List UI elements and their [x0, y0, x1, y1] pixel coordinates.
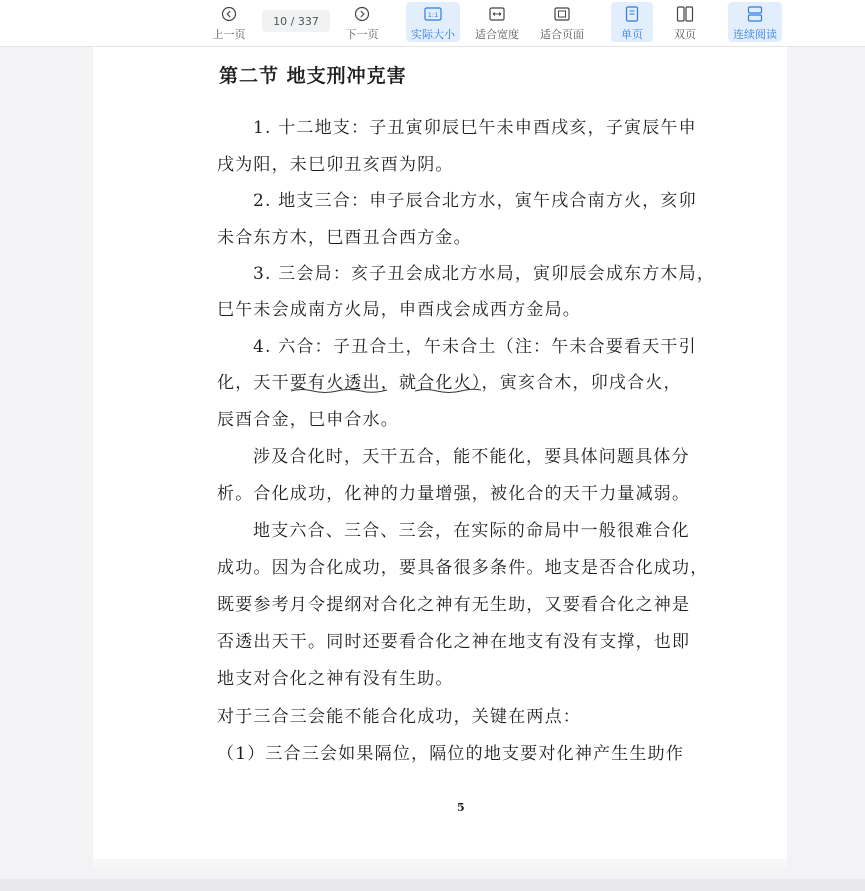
- fit-page-icon: [554, 5, 570, 23]
- text-line: 巳午未会成南方火局，申酉戌会成西方金局。: [217, 300, 581, 320]
- actual-size-button[interactable]: [406, 2, 460, 42]
- page-indicator[interactable]: 10 / 337: [262, 10, 330, 32]
- text-line: 2. 地支三合：申子辰合北方水，寅午戌合南方火，亥卯: [253, 191, 697, 211]
- document-page: [93, 47, 787, 859]
- toolbar: [0, 0, 865, 47]
- text-line: 地支对合化之神有没有生助。: [217, 669, 454, 689]
- text-line: 4. 六合：子丑合土，午未合土（注：午未合要看天干引: [253, 337, 697, 357]
- double-page-label: 双页: [674, 28, 696, 41]
- chevron-left-circle-icon: [221, 5, 237, 23]
- text-line: （1）三合三会如果隔位，隔位的地支要对化神产生生助作: [217, 744, 685, 764]
- text-line: 未合东方木，巳酉丑合西方金。: [217, 228, 472, 248]
- text-line: 既要参考月令提纲对合化之神有无生助，又要看合化之神是: [217, 595, 691, 615]
- fit-page-button[interactable]: [537, 2, 587, 42]
- fit-width-button[interactable]: [472, 2, 522, 42]
- scrollbar[interactable]: [857, 47, 865, 879]
- actual-size-label: 实际大小: [411, 28, 455, 41]
- next-page-label: 下一页: [345, 28, 379, 41]
- prev-page-label: 上一页: [212, 28, 246, 41]
- text-line: 辰酉合金，巳申合水。: [217, 410, 399, 430]
- text-line: 成功。因为合化成功，要具备很多条件。地支是否合化成功，: [217, 558, 709, 578]
- continuous-read-button[interactable]: [728, 2, 782, 42]
- text-line: 戌为阳，未巳卯丑亥酉为阴。: [217, 155, 454, 175]
- text-line: 析。合化成功，化神的力量增强，被化合的天干力量减弱。: [217, 484, 691, 504]
- single-page-label: 单页: [621, 28, 643, 41]
- next-page-button[interactable]: [337, 2, 387, 42]
- continuous-read-label: 连续阅读: [733, 28, 777, 41]
- text-line: 对于三合三会能不能合化成功，关键在两点：: [217, 707, 581, 727]
- text-line: 涉及合化时，天干五合，能不能化，要具体问题具体分: [253, 447, 690, 467]
- actual-size-icon: [424, 5, 442, 23]
- double-page-button[interactable]: [662, 2, 708, 42]
- section-heading: 第二节 地支刑冲克害: [219, 65, 407, 87]
- status-bar: [0, 879, 865, 891]
- text-line: 3. 三会局：亥子丑会成北方水局，寅卯辰会成东方木局，: [253, 264, 716, 284]
- page-gap: [93, 859, 787, 867]
- text-line: 化，天干要有火透出，就合化火），寅亥合木，卯戌合火，: [217, 373, 682, 393]
- prev-page-button[interactable]: [204, 2, 254, 42]
- double-page-icon: [676, 5, 694, 23]
- chevron-right-circle-icon: [354, 5, 370, 23]
- text-line: 1. 十二地支：子丑寅卯辰巳午未申酉戌亥，子寅辰午申: [253, 118, 697, 138]
- page-number: 5: [457, 801, 465, 814]
- fit-width-label: 适合宽度: [475, 28, 519, 41]
- fit-width-icon: [489, 5, 505, 23]
- single-page-icon: [625, 5, 639, 23]
- document-viewport[interactable]: [0, 47, 865, 879]
- text-line: 地支六合、三合、三会，在实际的命局中一般很难合化: [253, 521, 690, 541]
- fit-page-label: 适合页面: [540, 28, 584, 41]
- single-page-button[interactable]: [611, 2, 653, 42]
- continuous-read-icon: [747, 5, 763, 23]
- text-line: 否透出天干。同时还要看合化之神在地支有没有支撑，也即: [217, 632, 691, 652]
- svg-text:1:1: 1:1: [427, 11, 439, 19]
